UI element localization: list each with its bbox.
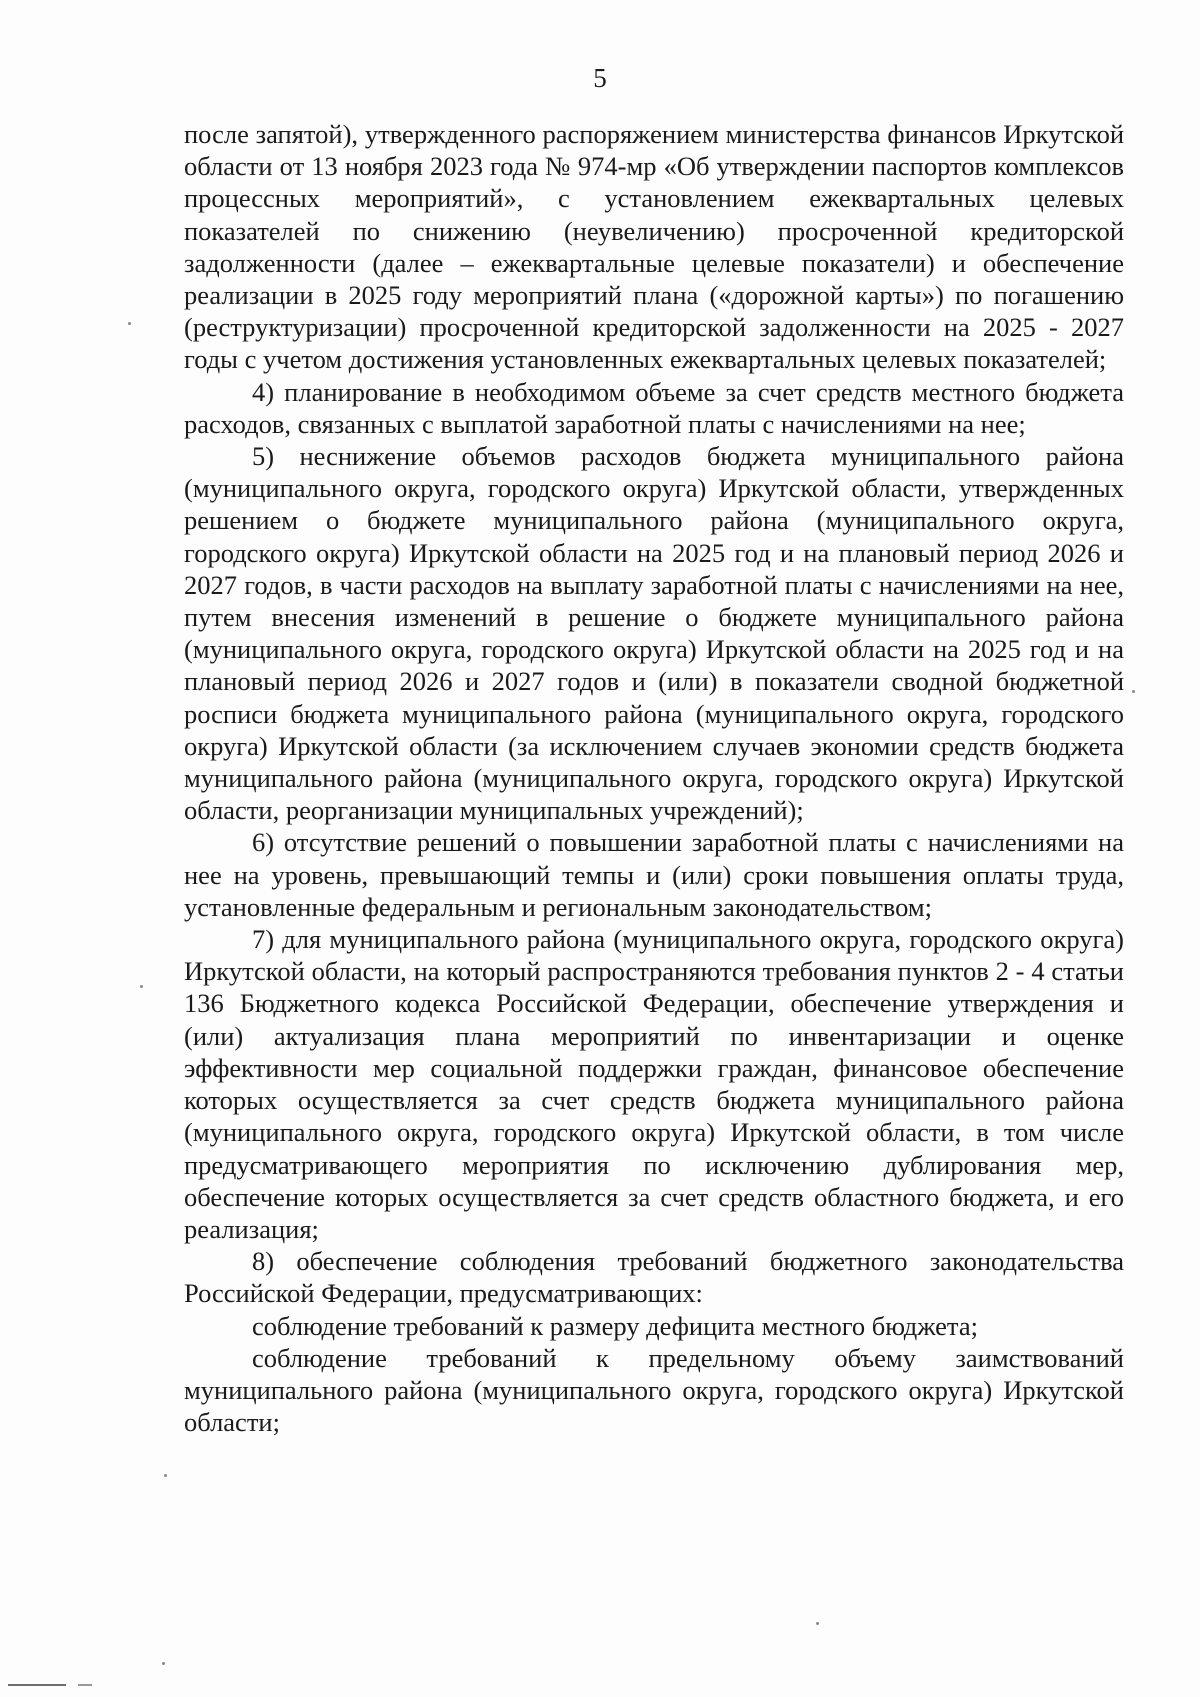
paragraph-deficit-requirement: соблюдение требований к размеру дефицита местного бюджета;: [252, 1310, 978, 1341]
document-body: [184, 118, 1124, 1438]
page-number: 5: [593, 63, 607, 93]
scan-edge-mark: [78, 1684, 92, 1686]
scan-speck: [816, 1622, 819, 1625]
paragraph-borrowing-requirement: соблюдение требований к предельному объему заимствований муниципального района (муниципального округа, городского округа) Иркутской области;: [184, 1342, 1124, 1438]
scan-speck: [1132, 690, 1135, 693]
paragraph-item-5: 5) неснижение объемов расходов бюджета муниципального района (муниципального округа, городского округа) Иркутской области, утвержденных решением о бюджете муниципального района (муниципального округа, городского округа) Иркутской области на 2025 год и на плановый период 2026 и 2027 годов, в части расходов на выплату заработной платы с начислениями на нее, путем внесения изменений в решение о бюджете муниципального района (муниципального округа, городского округа) Иркутской области на 2025 год и на плановый период 2026 и 2027 годов и (или) в показатели сводной бюджетной росписи бюджета муниципального района (муниципального округа, городского округа) Иркутской области (за исключением случаев экономии средств бюджета муниципального района (муниципального округа, городского округа) Иркутской области, реорганизации муниципальных учреждений);: [184, 441, 1124, 826]
scan-speck: [162, 1662, 165, 1665]
paragraph-item-6: 6) отсутствие решений о повышении заработной платы с начислениями на нее на уровень, превышающий темпы и (или) сроки повышения оплаты труда, установленные федеральным и региональным законодательством;: [184, 827, 1124, 922]
paragraph-item-8: 8) обеспечение соблюдения требований бюджетного законодательства Российской Федерации, предусматривающих:: [184, 1246, 1124, 1309]
paragraph-item-4: 4) планирование в необходимом объеме за счет средств местного бюджета расходов, связанных с выплатой заработной платы с начислениями на нее;: [184, 376, 1124, 439]
scan-speck: [164, 1474, 167, 1477]
paragraph-continuation: после запятой), утвержденного распоряжением министерства финансов Иркутской области от 13 ноября 2023 года № 974-мр «Об утверждении паспортов комплексов процессных мероприятий», с установлением ежеквартальных целевых показателей по снижению (неувеличению) просроченной кредиторской задолженности (далее – ежеквартальные целевые показатели) и обеспечение реализации в 2025 году мероприятий плана («дорожной карты») по погашению (реструктуризации) просроченной кредиторской задолженности на 2025 - 2027 годы с учетом достижения установленных ежеквартальных целевых показателей;: [184, 119, 1124, 375]
scan-edge-mark: [8, 1684, 66, 1686]
scan-speck: [140, 985, 143, 988]
paragraph-item-7: 7) для муниципального района (муниципального округа, городского округа) Иркутской области, на который распространяются требования пунктов 2 - 4 статьи 136 Бюджетного кодекса Российской Федерации, обеспечение утверждения и (или) актуализация плана мероприятий по инвентаризации и оценке эффективности мер социальной поддержки граждан, финансовое обеспечение которых осуществляется за счет средств бюджета муниципального района (муниципального округа, городского округа) Иркутской области, в том числе предусматривающего мероприятия по исключению дублирования мер, обеспечение которых осуществляется за счет средств областного бюджета, и его реализация;: [184, 924, 1124, 1244]
scan-speck: [128, 322, 131, 325]
